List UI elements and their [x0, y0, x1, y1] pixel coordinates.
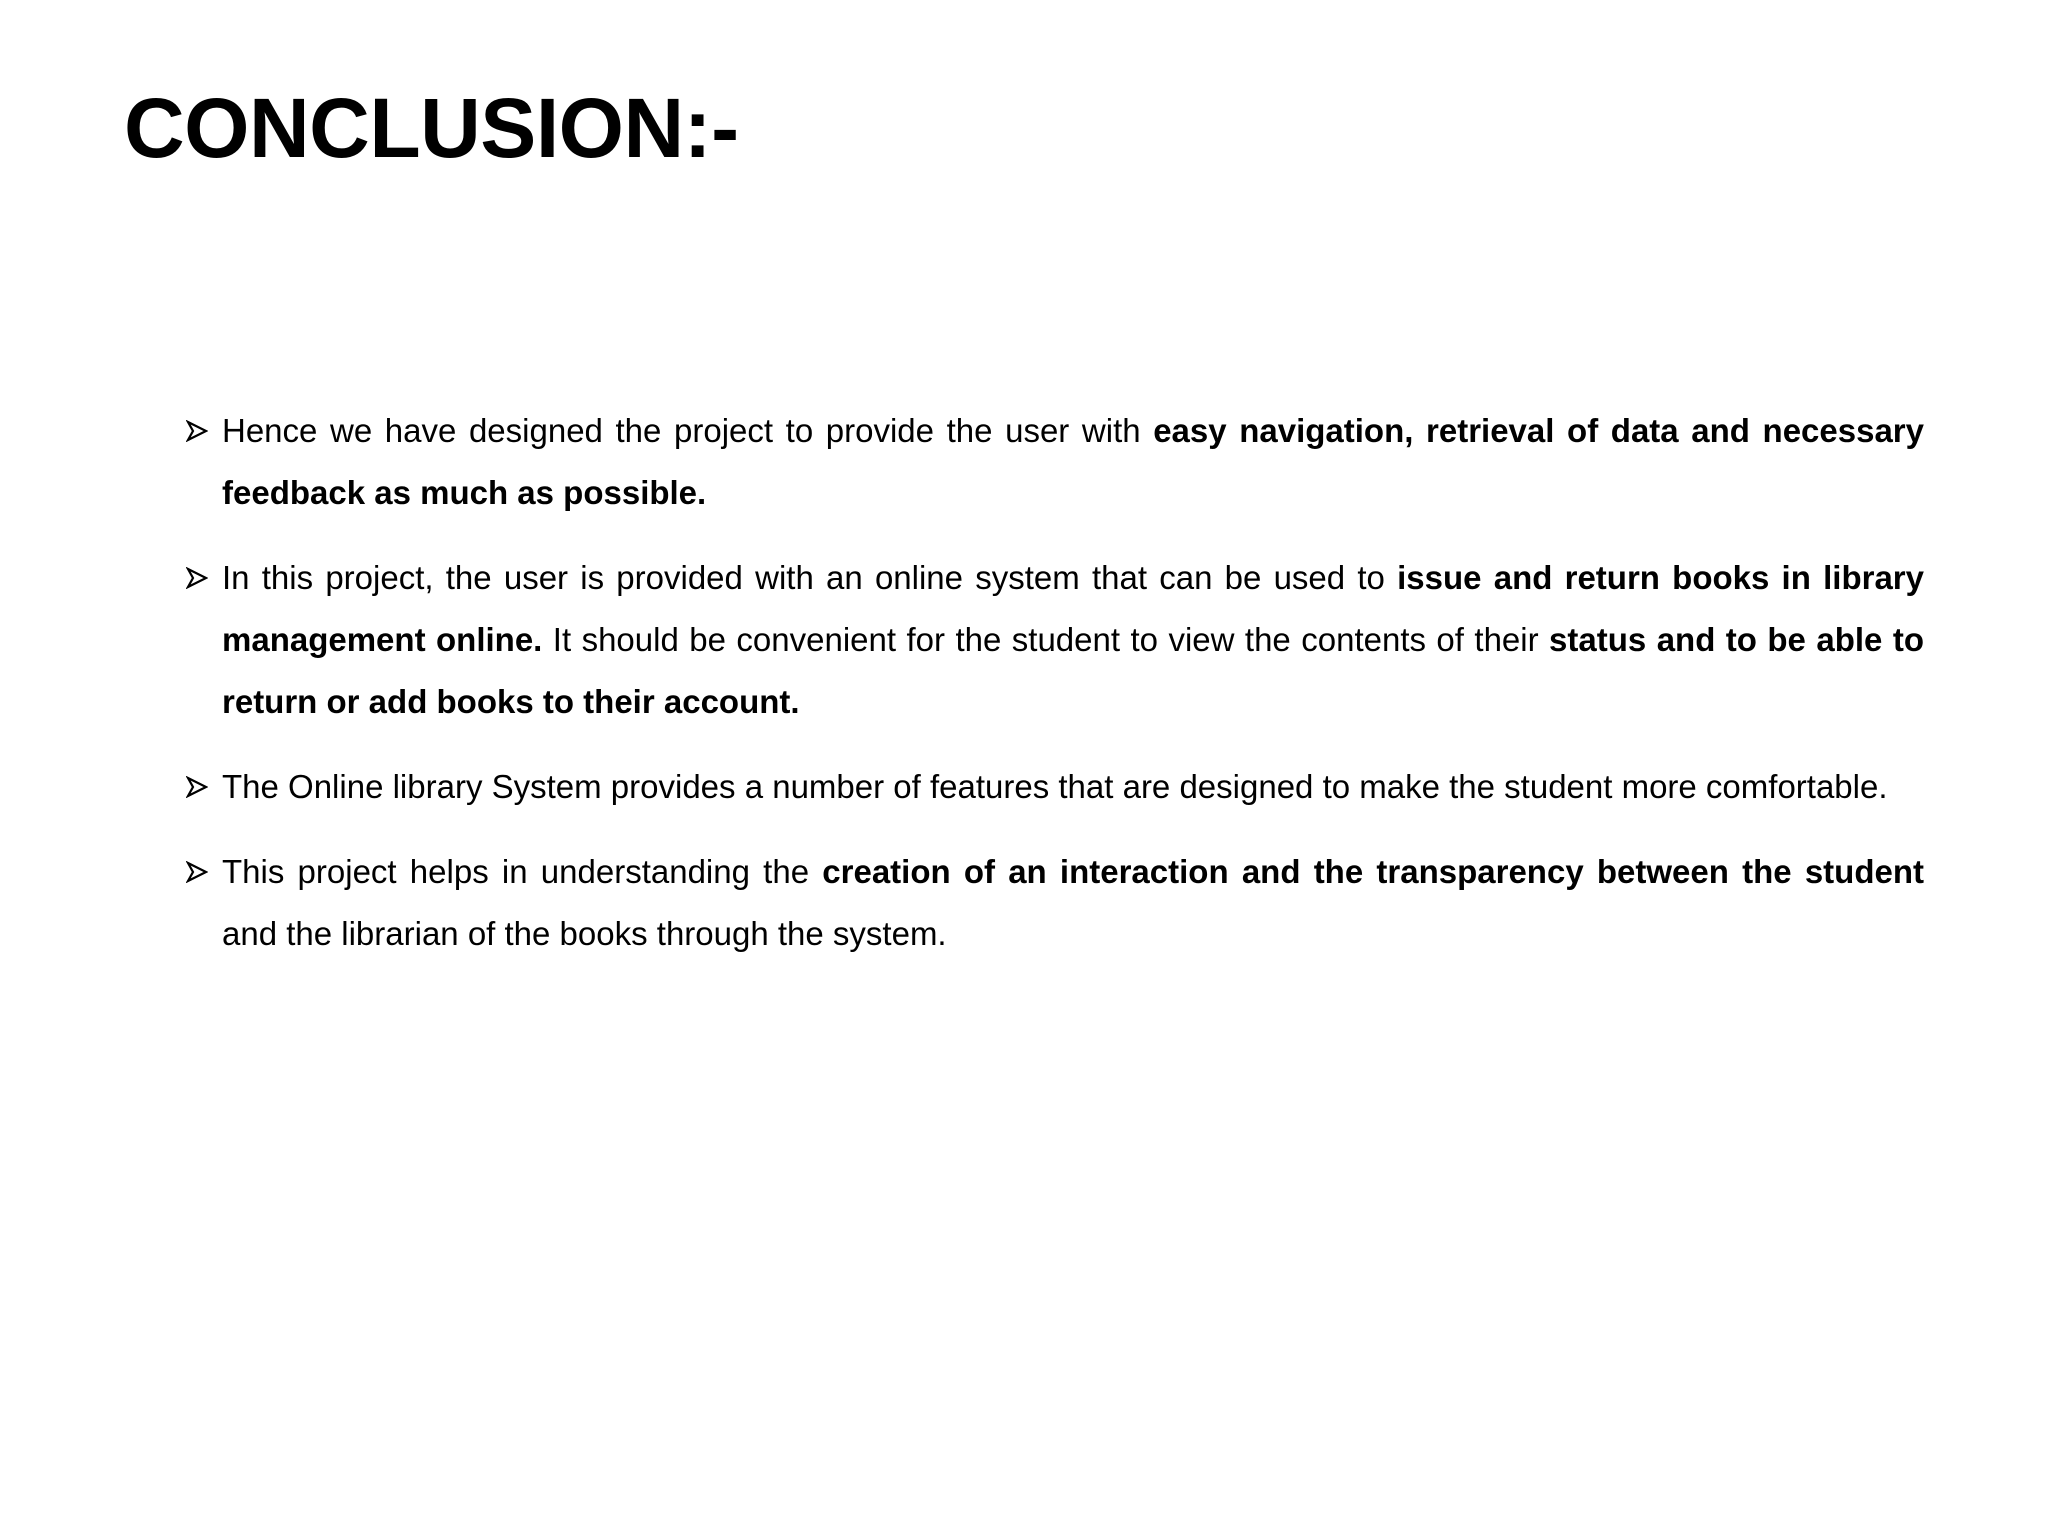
- text-segment: It should be convenient for the student to view the contents of their: [542, 621, 1550, 658]
- bullet-item: [186, 547, 1924, 733]
- bullet-text: [222, 768, 1888, 805]
- arrowhead-bullet-icon: [186, 756, 214, 818]
- bullet-item: [186, 756, 1924, 818]
- bold-text-segment: easy navigation, retrieval of data and necessary feedback as much as possible.: [222, 412, 1925, 511]
- arrowhead-bullet-icon: [186, 547, 214, 609]
- bullet-text: [222, 853, 1924, 952]
- bold-text-segment: creation of an interaction and the transparency between the student: [822, 853, 1924, 890]
- bullet-text: [222, 412, 1924, 511]
- bullet-item: [186, 841, 1924, 965]
- bold-text-segment: issue and return books in library management online.: [222, 559, 1924, 658]
- arrowhead-bullet-icon: [186, 841, 214, 903]
- bold-text-segment: status and to be able to return or add books to their account.: [222, 621, 1924, 720]
- conclusion-bullet-list: [186, 400, 1924, 988]
- text-segment: The Online library System provides a number of features that are designed to make the student more comfortable.: [222, 768, 1888, 805]
- text-segment: and the librarian of the books through the system.: [222, 915, 947, 952]
- page-title: CONCLUSION:-: [124, 81, 739, 175]
- text-segment: Hence we have designed the project to provide the user with: [222, 412, 1154, 449]
- text-segment: In this project, the user is provided with an online system that can be used to: [222, 559, 1398, 596]
- bullet-text: [222, 559, 1924, 720]
- bullet-item: [186, 400, 1924, 524]
- text-segment: This project helps in understanding the: [222, 853, 823, 890]
- arrowhead-bullet-icon: [186, 400, 214, 462]
